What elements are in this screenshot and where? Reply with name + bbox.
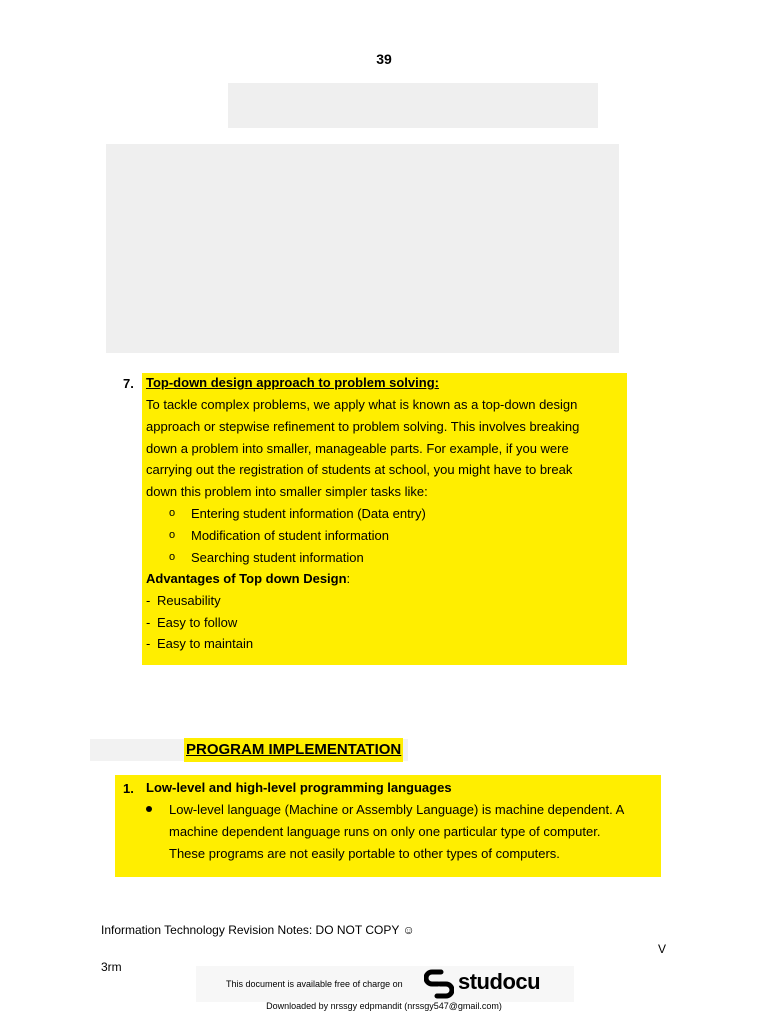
studocu-availability-text: This document is available free of charge on [226,979,403,989]
item-7-paragraph-line: down this problem into smaller simpler tasks like: [146,484,428,499]
bullet-dot-icon [146,806,152,812]
section-heading: PROGRAM IMPLEMENTATION [184,738,403,762]
sub-bullet-item: Modification of student information [191,528,389,543]
footer-v: V [658,942,667,956]
studocu-wordmark[interactable]: studocu [458,969,541,994]
item-7-paragraph-line: To tackle complex problems, we apply what is known as a top-down design [146,397,578,412]
studocu-logo-icon[interactable] [424,969,454,999]
advantages-heading-line [146,568,350,590]
item-7-heading: Top-down design approach to problem solving: [146,375,439,390]
advantage-item: Easy to maintain [157,636,254,651]
hollow-bullet-icon: o [169,507,176,519]
item-1-bullet-line: These programs are not easily portable to other types of computers. [169,846,560,861]
downloaded-by-text: Downloaded by nrssgy edpmandit (nrssgy547@gmail.com) [266,1001,502,1011]
advantage-dash-icon: - [146,615,151,630]
redacted-block-top [228,83,598,128]
advantage-item: Reusability [157,593,221,608]
hollow-bullet-icon: o [169,529,176,541]
sub-bullet-item: Entering student information (Data entry) [191,506,426,521]
item-1-bullet-line: Low-level language (Machine or Assembly Language) is machine dependent. A [169,802,625,817]
hollow-bullet-icon: o [169,551,176,563]
item-7-number: 7. [123,376,134,391]
page-number: 39 [376,51,392,67]
advantage-dash-icon: - [146,636,151,651]
footer-code: 3rm [101,960,122,974]
item-1-bullet-line: machine dependent language runs on only one particular type of computer. [169,824,601,839]
sub-bullet-item: Searching student information [191,550,364,565]
redacted-block-main [106,144,619,353]
item-7-paragraph-line: carrying out the registration of students at school, you might have to break [146,462,573,477]
footer-note: Information Technology Revision Notes: DO NOT COPY ☺ [101,923,415,937]
advantages-heading: Advantages of Top down Design [146,571,347,586]
item-1-number: 1. [123,781,134,796]
advantages-colon: : [346,571,351,586]
item-1-heading: Low-level and high-level programming languages [146,780,452,795]
item-7-paragraph-line: approach or stepwise refinement to problem solving. This involves breaking [146,419,580,434]
advantage-item: Easy to follow [157,615,238,630]
item-7-paragraph-line: down a problem into smaller, manageable parts. For example, if you were [146,441,569,456]
advantage-dash-icon: - [146,593,151,608]
